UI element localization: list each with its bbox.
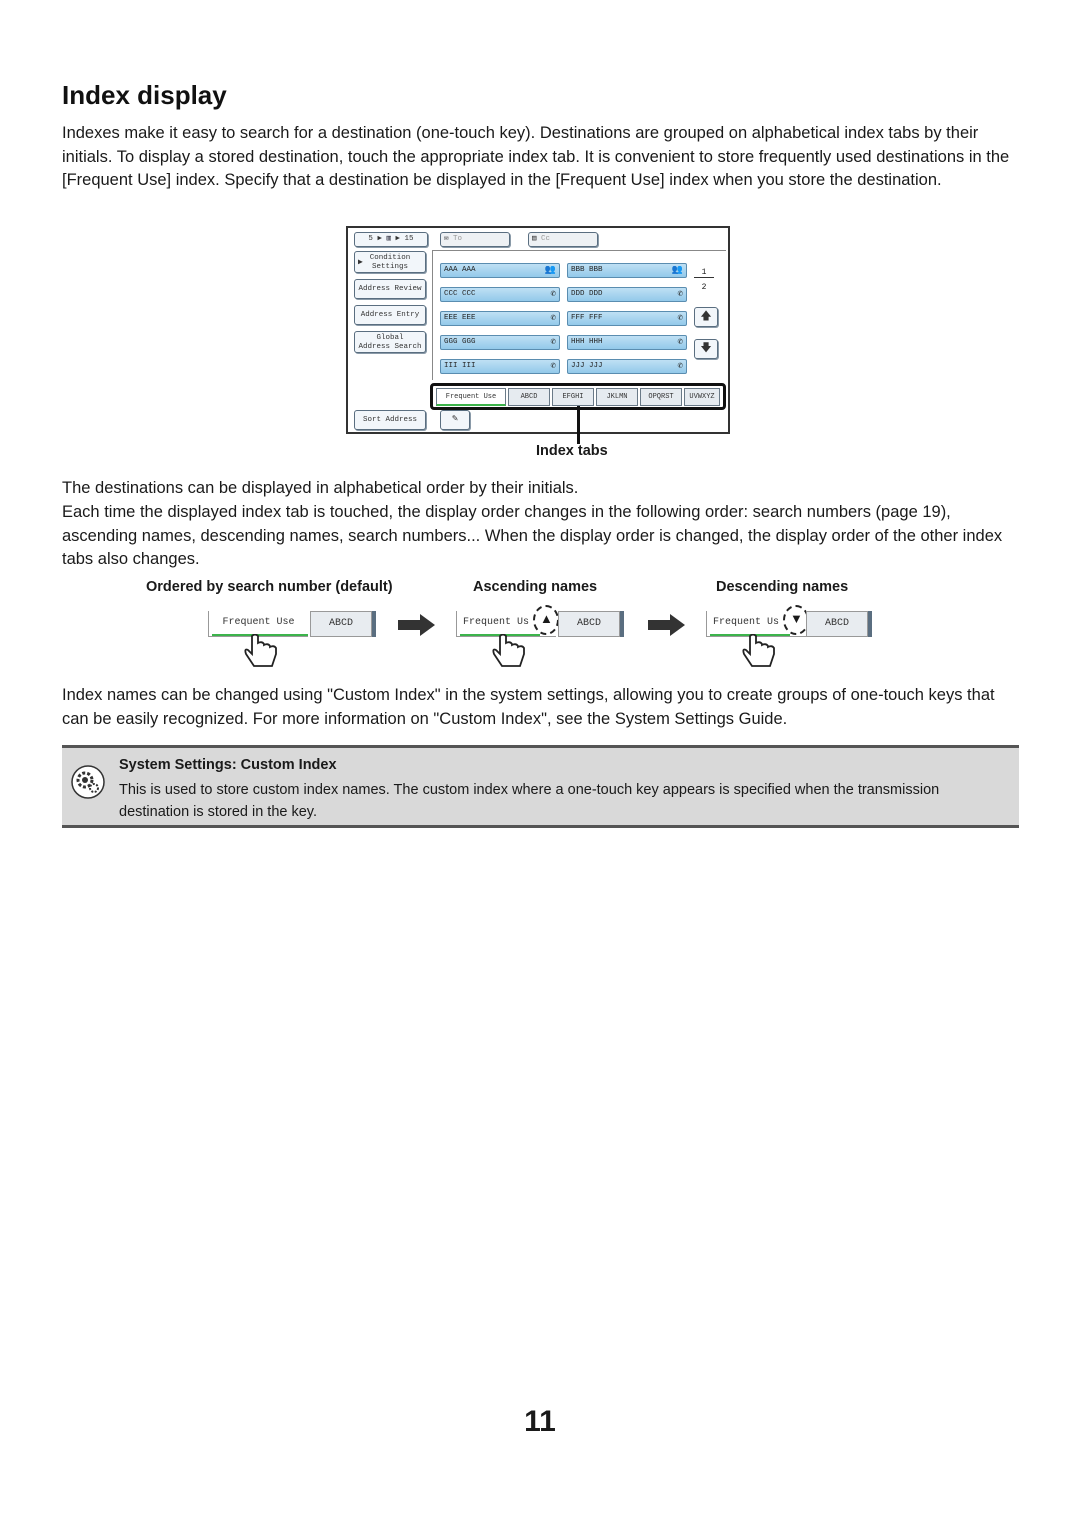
triangle-down-icon: ▼ <box>790 611 803 626</box>
destination-label: III III <box>444 362 476 370</box>
phone-icon: ✆ <box>550 313 556 323</box>
destination-label: GGG GGG <box>444 338 476 346</box>
destination-label: AAA AAA <box>444 266 476 274</box>
phone-icon: ✆ <box>550 361 556 371</box>
arrow-up-icon: 🡅 <box>700 311 712 323</box>
destination-key[interactable] <box>440 311 560 326</box>
phone-icon: ✆ <box>677 313 683 323</box>
counter-left: 5 <box>368 235 373 243</box>
tab-frequent-use[interactable]: Frequent Use <box>208 611 308 637</box>
counter-box <box>354 232 428 247</box>
divider <box>432 250 726 251</box>
destination-key[interactable] <box>440 335 560 350</box>
condition-settings-button[interactable] <box>354 251 426 273</box>
destination-label: JJJ JJJ <box>571 362 603 370</box>
counter-right: 15 <box>404 235 414 243</box>
tab-edge <box>372 611 376 637</box>
page-total: 2 <box>701 283 707 292</box>
tab-edge <box>868 611 872 637</box>
sort-address-button[interactable]: Sort Address <box>354 410 426 430</box>
destination-key[interactable] <box>567 263 687 278</box>
destination-key[interactable] <box>440 263 560 278</box>
destination-key[interactable] <box>440 359 560 374</box>
page-current: 1 <box>694 268 714 278</box>
tab-efghi[interactable]: EFGHI <box>552 388 594 406</box>
address-book-screen <box>346 226 730 434</box>
phone-icon: ✆ <box>550 289 556 299</box>
callout-line <box>577 406 580 444</box>
body-paragraph-3: Index names can be changed using "Custom Index" in the system settings, allowing you to create groups of one-touch keys that can be easily recognized. For more information on "Custom Index", see the System Settings Guide. <box>62 686 995 728</box>
tab-frequent-use-ascending[interactable]: Frequent Us <box>456 611 556 637</box>
address-book-icon: ▥ <box>386 235 391 243</box>
order-descending-caption: Descending names <box>716 579 849 595</box>
page-title: Index display <box>62 80 227 110</box>
tab-edge <box>620 611 624 637</box>
condition-label-2: Settings <box>371 263 408 271</box>
destination-label: CCC CCC <box>444 290 476 298</box>
pointing-hand-icon <box>242 634 282 672</box>
global-label-1: Global <box>376 334 404 342</box>
edit-icon: ✎ <box>451 414 459 425</box>
destination-key[interactable] <box>567 311 687 326</box>
tab-opqrst[interactable]: OPQRST <box>640 388 682 406</box>
page-number: 11 <box>524 1405 556 1438</box>
play-icon: ▶ <box>358 258 363 267</box>
group-icon: 👥 <box>671 265 683 275</box>
phone-icon: ✆ <box>677 361 683 371</box>
gear-icon <box>70 764 106 800</box>
cc-icon: ▤ <box>532 235 537 243</box>
tab-jklmn[interactable]: JKLMN <box>596 388 638 406</box>
index-tabs-caption: Index tabs <box>536 443 608 459</box>
arrow-down-icon: 🡇 <box>700 343 712 355</box>
tab-abcd[interactable]: ABCD <box>558 611 620 637</box>
tab-uvwxyz[interactable]: UVWXYZ <box>684 388 720 406</box>
destination-key[interactable] <box>440 287 560 302</box>
phone-icon: ✆ <box>550 337 556 347</box>
arrow-right-icon <box>648 614 686 636</box>
order-ascending-caption: Ascending names <box>473 579 598 595</box>
note-title: System Settings: Custom Index <box>119 757 337 773</box>
destination-label: HHH HHH <box>571 338 603 346</box>
to-label: To <box>453 235 463 243</box>
destination-key[interactable] <box>567 287 687 302</box>
divider <box>432 250 433 380</box>
to-field[interactable] <box>440 232 510 247</box>
destination-label: FFF FFF <box>571 314 603 322</box>
destination-label: DDD DDD <box>571 290 603 298</box>
system-settings-note <box>62 745 1019 828</box>
cc-field[interactable] <box>528 232 598 247</box>
tab-frequent-use-descending[interactable]: Frequent Us <box>706 611 806 637</box>
tab-abcd[interactable]: ABCD <box>806 611 868 637</box>
phone-icon: ✆ <box>677 337 683 347</box>
body-paragraph-2: Each time the displayed index tab is touched, the display order changes in the following order: search numbers (page 19), ascending names, descending names, search numbers... When the display order is changed, the display order of the other index tabs also changes. <box>62 503 1003 568</box>
arrow-right-icon: ▶ <box>377 235 382 243</box>
address-review-button[interactable]: Address Review <box>354 279 426 299</box>
tab-frequent-use[interactable]: Frequent Use <box>436 388 506 406</box>
destination-label: BBB BBB <box>571 266 603 274</box>
group-icon: 👥 <box>544 265 556 275</box>
tab-abcd[interactable]: ABCD <box>508 388 550 406</box>
scroll-up-button[interactable] <box>694 307 718 327</box>
pointing-hand-icon <box>740 634 780 672</box>
envelope-icon: ✉ <box>444 235 449 243</box>
scroll-down-button[interactable] <box>694 339 718 359</box>
cc-label: Cc <box>541 235 551 243</box>
triangle-up-icon: ▲ <box>540 611 553 626</box>
address-entry-button[interactable]: Address Entry <box>354 305 426 325</box>
destination-key[interactable] <box>567 335 687 350</box>
phone-icon: ✆ <box>677 289 683 299</box>
arrow-right-icon: ▶ <box>395 235 401 243</box>
pointing-hand-icon <box>490 634 530 672</box>
destination-label: EEE EEE <box>444 314 476 322</box>
condition-label-1: Condition <box>369 254 411 262</box>
global-label-2: Address Search <box>358 343 422 351</box>
intro-paragraph: Indexes make it easy to search for a destination (one-touch key). Destinations are grouped on alphabetical index tabs by their initials. To display a stored destination, touch the appropriate index tab. It is convenient to store frequently used destinations in the [Frequent Use] index. Specify that a destination be displayed in the [Frequent Use] index when you store the destination. <box>62 124 1010 189</box>
arrow-right-icon <box>398 614 436 636</box>
body-paragraph-1: The destinations can be displayed in alphabetical order by their initials. <box>62 479 579 497</box>
order-search-number-caption: Ordered by search number (default) <box>146 579 393 595</box>
note-text: This is used to store custom index names. The custom index where a one-touch key appears is specified when the transmission destination is stored in the key. <box>119 782 940 820</box>
global-address-search-button[interactable] <box>354 331 426 353</box>
tab-abcd[interactable]: ABCD <box>310 611 372 637</box>
edit-icon-button[interactable] <box>440 410 470 430</box>
destination-key[interactable] <box>567 359 687 374</box>
